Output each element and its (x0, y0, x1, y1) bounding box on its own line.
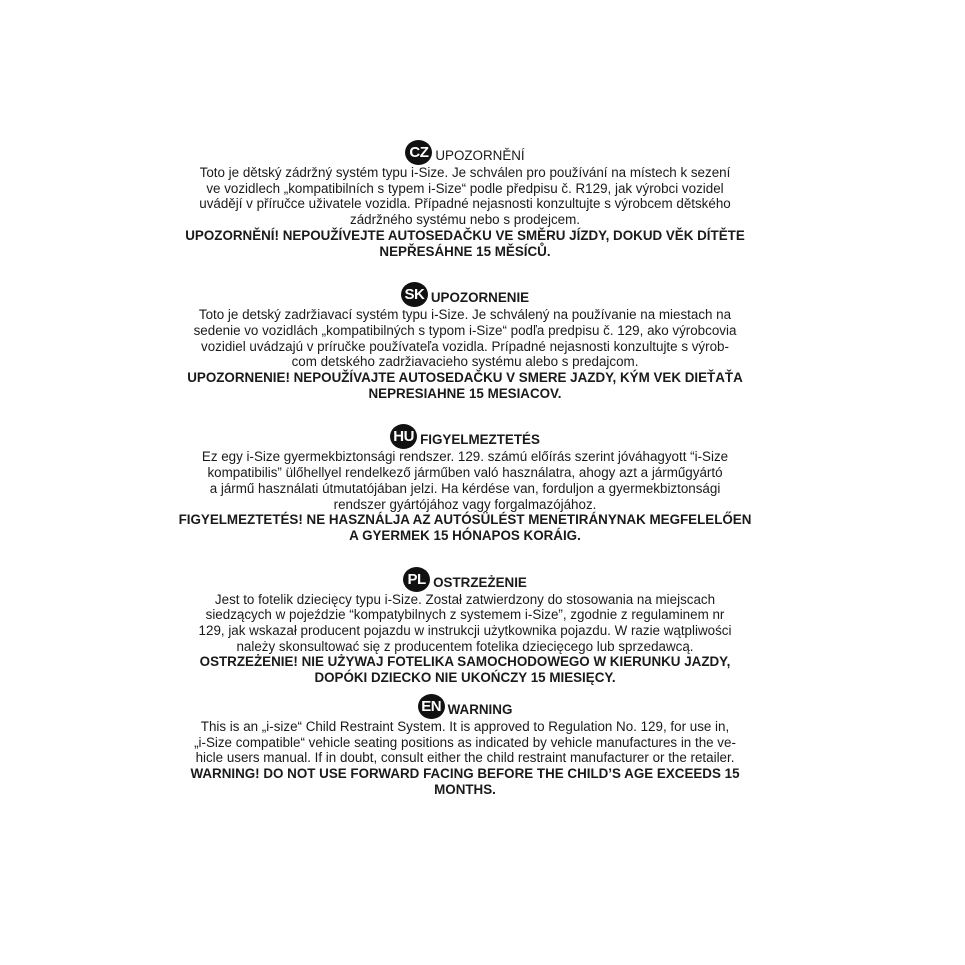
body-line: a jármű használati útmutatójában jelzi. Ha kérdése van, forduljon a gyermekbiztonsági (209, 480, 721, 496)
warning-line: OSTRZEŻENIE! NIE UŻYWAJ FOTELIKA SAMOCHODOWEGO W KIERUNKU JAZDY, (199, 654, 731, 670)
body-line: Jest to fotelik dziecięcy typu i-Size. Został zatwierdzony do stosowania na miejscach (214, 591, 716, 607)
body-line: uvádějí v příručce uživatele vozidla. Případné nejasnosti konzultujte s výrobcem dětského (199, 196, 731, 212)
body-line: This is an „i-size“ Child Restraint System. It is approved to Regulation No. 129, for use in, (200, 718, 730, 734)
language-badge-sk: SK (401, 282, 428, 307)
section-body (142, 449, 788, 512)
section-warning (142, 370, 788, 401)
section-title: WARNING (447, 701, 513, 717)
warning-line: NEPRESIAHNE 15 MESIACOV. (368, 385, 562, 401)
warning-line: DOPÓKI DZIECKO NIE UKOŃCZY 15 MIESIĘCY. (314, 670, 616, 686)
section-header (142, 140, 788, 165)
section-header (142, 694, 788, 719)
section-header (142, 567, 788, 592)
section-header (142, 282, 788, 307)
body-line: sedenie vo vozidlách „kompatibilných s typom i-Size“ podľa predpisu č. 129, ako výrobcovia (193, 322, 737, 338)
section-cz (142, 140, 788, 259)
body-line: Toto je dětský zádržný systém typu i-Size. Je schválen pro používání na místech k sezení (199, 165, 731, 180)
warning-line: WARNING! DO NOT USE FORWARD FACING BEFORE THE CHILD’S AGE EXCEEDS 15 (190, 765, 740, 781)
warning-line: MONTHS. (434, 781, 496, 797)
section-body (142, 307, 788, 370)
body-line: kompatibilis” ülőhellyel rendelkező járműben való használatra, ahogy azt a járműgyártó (207, 465, 723, 481)
section-warning (142, 766, 788, 797)
body-line: 129, jak wskazał producent pojazdu w instrukcji użytkownika pojazdu. W razie wątpliwości (198, 623, 732, 639)
section-warning (142, 512, 788, 543)
warning-line: FIGYELMEZTETÉS! NE HASZNÁLJA AZ AUTÓSÜLÉST MENETIRÁNYNAK MEGFELELŐEN (178, 512, 752, 528)
section-sk (142, 282, 788, 401)
section-title: UPOZORNENIE (430, 290, 530, 306)
body-line: rendszer gyártójához vagy forgalmazójához. (333, 496, 597, 512)
language-badge-cz: CZ (405, 140, 432, 165)
section-body (142, 719, 788, 766)
body-line: vozidiel uvádzajú v príručke používateľa vozidla. Prípadné nejasnosti konzultujte s výrob- (201, 338, 729, 354)
language-badge-pl: PL (403, 567, 430, 592)
section-warning (142, 228, 788, 259)
body-line: należy skonsultować się z producentem fotelika dziecięcego lub sprzedawcą. (236, 638, 694, 654)
section-pl (142, 567, 788, 686)
section-warning (142, 654, 788, 685)
section-en (142, 694, 788, 798)
section-body (142, 165, 788, 228)
section-title: OSTRZEŻENIE (433, 574, 527, 590)
warning-line: NEPŘESÁHNE 15 MĚSÍCŮ. (379, 243, 551, 259)
body-line: com detského zadržiavacieho systému alebo s predajcom. (291, 354, 639, 370)
warning-line: A GYERMEK 15 HÓNAPOS KORÁIG. (349, 527, 581, 543)
warning-line: UPOZORNENIE! NEPOUŽÍVAJTE AUTOSEDAČKU V SMERE JAZDY, KÝM VEK DIEŤAŤA (187, 370, 743, 386)
section-header (142, 424, 788, 449)
section-title: UPOZORNĚNÍ (435, 148, 525, 163)
section-body (142, 592, 788, 655)
warning-document (142, 140, 788, 797)
warning-line: UPOZORNĚNÍ! NEPOUŽÍVEJTE AUTOSEDAČKU VE SMĚRU JÍZDY, DOKUD VĚK DÍTĚTE (185, 227, 745, 243)
section-hu (142, 424, 788, 543)
body-line: „i-Size compatible“ vehicle seating positions as indicated by vehicle manufactures in the ve- (194, 734, 736, 750)
body-line: Ez egy i-Size gyermekbiztonsági rendszer. 129. számú előírás szerint jóváhagyott “i-Size (201, 449, 729, 465)
section-title: FIGYELMEZTETÉS (420, 432, 540, 448)
language-badge-en: EN (418, 694, 445, 719)
body-line: ve vozidlech „kompatibilních s typem i-Size“ podle předpisu č. R129, jak výrobci vozidel (206, 180, 724, 196)
body-line: siedzących w pojeździe “kompatybilnych z systemem i-Size”, zgodnie z regulaminem nr (205, 607, 725, 623)
body-line: Toto je detský zadržiavací systém typu i-Size. Je schválený na používanie na miestach na (198, 307, 732, 323)
body-line: hicle users manual. If in doubt, consult either the child restraint manufacturer or the retailer. (195, 750, 735, 766)
body-line: zádržného systému nebo s prodejcem. (350, 212, 580, 228)
language-badge-hu: HU (390, 424, 417, 449)
